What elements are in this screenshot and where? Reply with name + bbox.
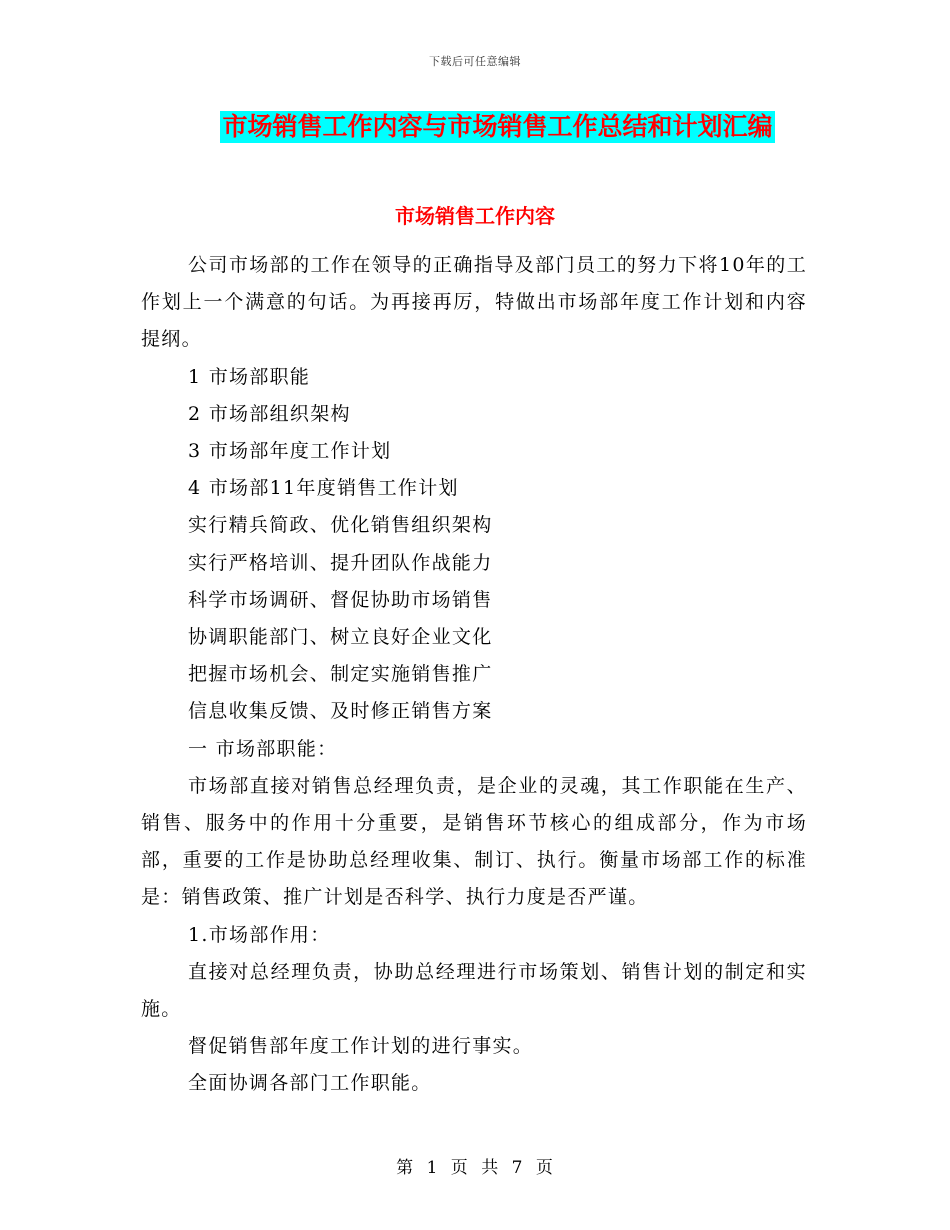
section-title: 市场销售工作内容 [395,204,555,228]
strategy-line-1: 实行精兵简政、优化销售组织架构 [188,514,493,537]
paragraph-intro: 公司市场部的工作在领导的正确指导及部门员工的努力下将10年的工作划上一个满意的句话。为再接再厉，特做出市场部年度工作计划和内容提纲。 [141,254,807,351]
paragraph-role-1: 直接对总经理负责，协助总经理进行市场策划、销售计划的制定和实施。 [141,960,807,1021]
main-title-container [0,111,950,143]
header-note: 下载后可任意编辑 [429,55,521,68]
outline-item-3: 3 市场部年度工作计划 [188,440,392,463]
strategy-line-3: 科学市场调研、督促协助市场销售 [188,588,493,611]
strategy-line-2: 实行严格培训、提升团队作战能力 [188,551,493,574]
main-title: 市场销售工作内容与市场销售工作总结和计划汇编 [222,112,773,141]
paragraph-role-2: 督促销售部年度工作计划的进行事实。 [188,1035,534,1058]
subheading-role: 1.市场部作用： [188,923,331,946]
paragraph-role-3: 全面协调各部门工作职能。 [188,1072,432,1095]
subheading-functions: 一 市场部职能： [188,737,338,760]
outline-item-1: 1 市场部职能 [188,365,311,388]
outline-item-2: 2 市场部组织架构 [188,402,351,425]
strategy-line-5: 把握市场机会、制定实施销售推广 [188,663,493,686]
document-body [141,247,807,1103]
page-footer: 第 1 页 共 7 页 [396,1158,554,1178]
strategy-line-6: 信息收集反馈、及时修正销售方案 [188,700,493,723]
strategy-line-4: 协调职能部门、树立良好企业文化 [188,626,493,649]
paragraph-functions: 市场部直接对销售总经理负责，是企业的灵魂，其工作职能在生产、销售、服务中的作用十分重要，是销售环节核心的组成部分，作为市场部，重要的工作是协助总经理收集、制订、执行。衡量市场部工作的标准是：销售政策、推广计划是否科学、执行力度是否严谨。 [141,774,807,909]
outline-item-4: 4 市场部11年度销售工作计划 [188,477,459,500]
